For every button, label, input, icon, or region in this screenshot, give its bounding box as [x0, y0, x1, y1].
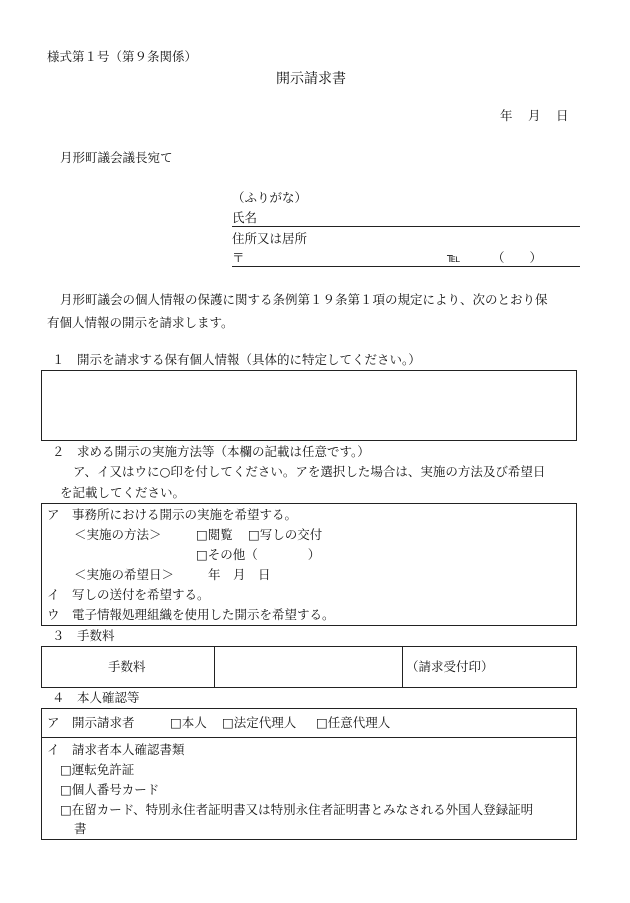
- document-title: 開示請求書: [276, 71, 346, 87]
- section-1-heading: １ 開示を請求する保有個人情報（具体的に特定してください。）: [52, 352, 421, 367]
- doc-residence-card-checkbox[interactable]: □在留カード、特別永住者証明書又は特別永住者証明書とみなされる外国人登録証明: [60, 802, 534, 817]
- requester-self-checkbox[interactable]: □本人: [170, 715, 207, 730]
- desired-date-label: ＜実施の希望日＞: [74, 567, 175, 582]
- section-2-heading: ２ 求める開示の実施方法等（本欄の記載は任意です。）: [52, 444, 370, 459]
- requester-legal-agent-checkbox[interactable]: □法定代理人: [222, 715, 297, 730]
- date-day-label: 日: [556, 108, 569, 123]
- option-u-electronic[interactable]: ウ 電子情報処理組織を使用した開示を希望する。: [47, 607, 335, 622]
- option-i-mail[interactable]: イ 写しの送付を希望する。: [47, 587, 210, 602]
- tel-area-paren: （ ）: [492, 250, 543, 265]
- addressee: 月形町議会議長宛て: [60, 150, 173, 165]
- method-copy-checkbox[interactable]: □写しの交付: [248, 527, 323, 542]
- desired-date-field[interactable]: 年 月 日: [208, 567, 271, 582]
- section-2-note-line-2: を記載してください。: [60, 485, 186, 500]
- method-view-checkbox[interactable]: □閲覧: [196, 527, 233, 542]
- fee-table: [41, 646, 577, 688]
- method-label: ＜実施の方法＞: [74, 527, 162, 542]
- method-other-checkbox[interactable]: □その他（ ）: [196, 547, 321, 562]
- disclosure-method-box: [41, 503, 577, 626]
- id-documents-label: イ 請求者本人確認書類: [47, 742, 185, 757]
- address-label: 住所又は居所: [232, 231, 308, 246]
- option-a-office[interactable]: ア 事務所における開示の実施を希望する。: [47, 507, 298, 522]
- section-3-heading: ３ 手数料: [52, 628, 115, 643]
- identity-verification-table: [41, 708, 577, 840]
- receipt-stamp-label: （請求受付印）: [406, 659, 494, 674]
- name-label: 氏名: [232, 210, 258, 225]
- name-underline[interactable]: [232, 226, 580, 227]
- intro-line-2: 有個人情報の開示を請求します。: [47, 315, 234, 330]
- section-2-note-line-1: ア、イ又はウに○印を付してください。アを選択した場合は、実施の方法及び希望日: [73, 464, 546, 479]
- form-number: 様式第１号（第９条関係）: [47, 49, 198, 64]
- date-month-label: 月: [528, 108, 541, 123]
- fee-divider-2: [402, 647, 403, 687]
- section-4-heading: ４ 本人確認等: [52, 690, 140, 705]
- intro-line-1: 月形町議会の個人情報の保護に関する条例第１９条第１項の規定により、次のとおり保: [60, 292, 548, 307]
- requested-info-field[interactable]: [41, 370, 577, 441]
- doc-mynumber-card-checkbox[interactable]: □個人番号カード: [60, 782, 160, 797]
- date-year-label: 年: [500, 108, 513, 123]
- requester-voluntary-agent-checkbox[interactable]: □任意代理人: [316, 715, 391, 730]
- requester-type-label: ア 開示請求者: [47, 715, 135, 730]
- address-underline[interactable]: [232, 266, 580, 267]
- tel-mark: ℡: [447, 250, 461, 265]
- fee-label: 手数料: [108, 659, 146, 674]
- postal-mark: 〒: [232, 250, 245, 265]
- furigana-label: （ふりがな）: [232, 190, 308, 205]
- identity-row-divider: [42, 737, 576, 738]
- doc-drivers-license-checkbox[interactable]: □運転免許証: [60, 762, 135, 777]
- fee-divider-1: [214, 647, 215, 687]
- doc-residence-card-line-2: 書: [74, 821, 87, 836]
